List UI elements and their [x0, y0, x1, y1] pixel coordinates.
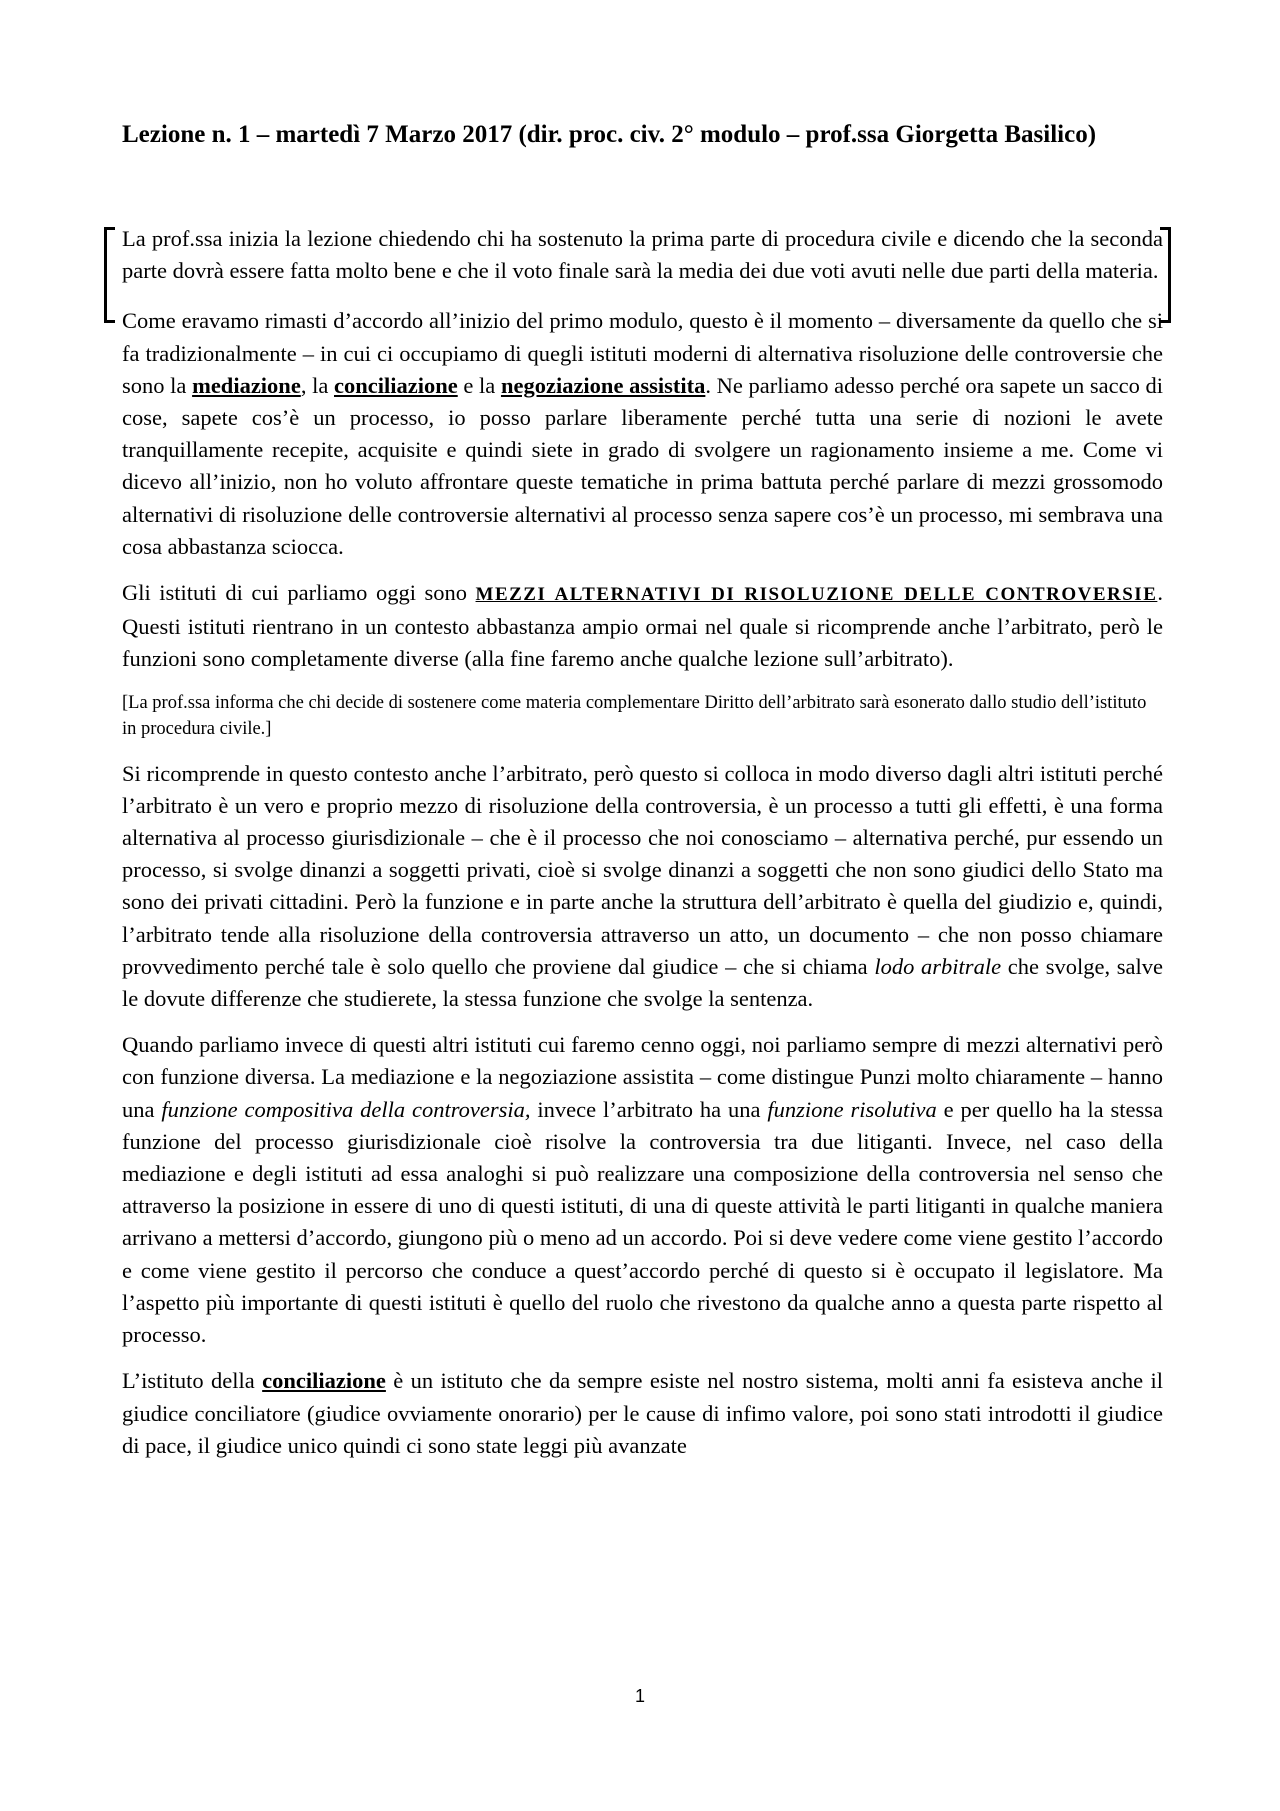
page-number: 1	[634, 1686, 645, 1706]
term-conciliazione-2: conciliazione	[262, 1368, 386, 1394]
paragraph-3: Si ricomprende in questo contesto anche l’arbitrato, però questo si colloca in modo diverso dagli altri istituti perché l’arbitrato è un vero e proprio mezzo di risoluzione della controversia, è un processo a tutti gli effetti, è una forma alternativa al processo giurisdizionale – che è il processo che noi conosciamo – alternativa perché, pur essendo un processo, si svolge dinanzi a soggetti privati, cioè si svolge dinanzi a soggetti che non sono giudici dello Stato ma sono dei privati cittadini. Però la funzione e in parte anche la struttura dell’arbitrato è quella del giudizio e, quindi, l’arbitrato tende alla risoluzione della controversia attraverso un atto, un documento – che non posso chiamare provvedimento perché tale è solo quello che proviene dal giudice – che si chiama lodo arbitrale che svolge, salve le dovute differenze che studierete, la stessa funzione che svolge la sentenza.	[122, 760, 1163, 1012]
paragraph-1: Come eravamo rimasti d’accordo all’inizio del primo modulo, questo è il momento – diversamente da quello che si fa tradizionalmente – in cui ci occupiamo di quegli istituti moderni di alternativa risoluzione delle controversie che sono la mediazione, la conciliazione e la negoziazione assistita. Ne parliamo adesso perché ora sapete un sacco di cose, sapete cos’è un processo, io posso parlare liberamente perché tutta una serie di nozioni le avete tranquillamente recepite, acquisite e quindi siete in grado di svolgere un ragionamento insieme a me. Come vi dicevo all’inizio, non ho voluto affrontare queste tematiche in prima battuta perché parlare di mezzi grossomodo alternativi di risoluzione delle controversie alternativi al processo senza sapere cos’è un processo, mi sembrava una cosa abbastanza sciocca.	[122, 308, 1163, 559]
page-content	[122, 118, 1163, 1476]
term-negoziazione-assistita: negoziazione assistita	[500, 372, 706, 398]
paragraph-5: L’istituto della conciliazione è un istituto che da sempre esiste nel nostro sistema, molti anni fa esisteva anche il giudice conciliatore (giudice ovviamente onorario) per le cause di infimo valore, poi sono stati introdotti il giudice di pace, il giudice unico quindi ci sono state leggi più avanzate	[122, 1368, 1163, 1458]
intro-paragraph: La prof.ssa inizia la lezione chiedendo chi ha sostenuto la prima parte di procedura civile e dicendo che la seconda parte dovrà essere fatta molto bene e che il voto finale sarà la media dei due voti avuti nelle due parti della materia.	[122, 226, 1163, 284]
left-bracket-icon	[104, 227, 115, 323]
term-funzione-compositiva: funzione compositiva della controversia,	[161, 1096, 531, 1122]
term-conciliazione: conciliazione	[334, 372, 458, 398]
paragraph-2: Gli istituti di cui parliamo oggi sono MEZZI ALTERNATIVI DI RISOLUZIONE DELLE CONTROVERSIE. Questi istituti rientrano in un contesto abbastanza ampio ormai nel quale si ricomprende anche l’arbitrato, però le funzioni sono completamente diverse (alla fine faremo anche qualche lezione sull’arbitrato).	[122, 580, 1163, 672]
term-mediazione: mediazione	[192, 372, 301, 398]
intro-block	[122, 223, 1163, 287]
heading-mezzi-alternativi: MEZZI ALTERNATIVI DI RISOLUZIONE DELLE CONTROVERSIE	[475, 584, 1158, 606]
editor-note: [La prof.ssa informa che chi decide di sostenere come materia complementare Diritto dell’arbitrato sarà esonerato dallo studio dell’istituto in procedura civile.]	[122, 692, 1147, 739]
term-funzione-risolutiva: funzione risolutiva	[767, 1096, 937, 1122]
right-bracket-icon	[1160, 227, 1171, 323]
lesson-title: Lezione n. 1 – martedì 7 Marzo 2017 (dir. proc. civ. 2° modulo – prof.ssa Giorgetta Basilico)	[122, 121, 1097, 148]
paragraph-4: Quando parliamo invece di questi altri istituti cui faremo cenno oggi, noi parliamo sempre di mezzi alternativi però con funzione diversa. La mediazione e la negoziazione assistita – come distingue Punzi molto chiaramente – hanno una funzione compositiva della controversia, invece l’arbitrato ha una funzione risolutiva e per quello ha la stessa funzione del processo giurisdizionale cioè risolve la controversia tra due litiganti. Invece, nel caso della mediazione e degli istituti ad essa analoghi si può realizzare una composizione della controversia nel senso che attraverso la posizione in essere di uno di questi istituti, di una di queste attività le parti litiganti in qualche maniera arrivano a mettersi d’accordo, giungono più o meno ad un accordo. Poi si deve vedere come viene gestito l’accordo e come viene gestito il percorso che conduce a quest’accordo perché di questo si è occupato il legislatore. Ma l’aspetto più importante di questi istituti è quello del ruolo che rivestono da qualche anno a questa parte rispetto al processo.	[122, 1032, 1163, 1348]
term-lodo-arbitrale: lodo arbitrale	[874, 953, 1002, 979]
